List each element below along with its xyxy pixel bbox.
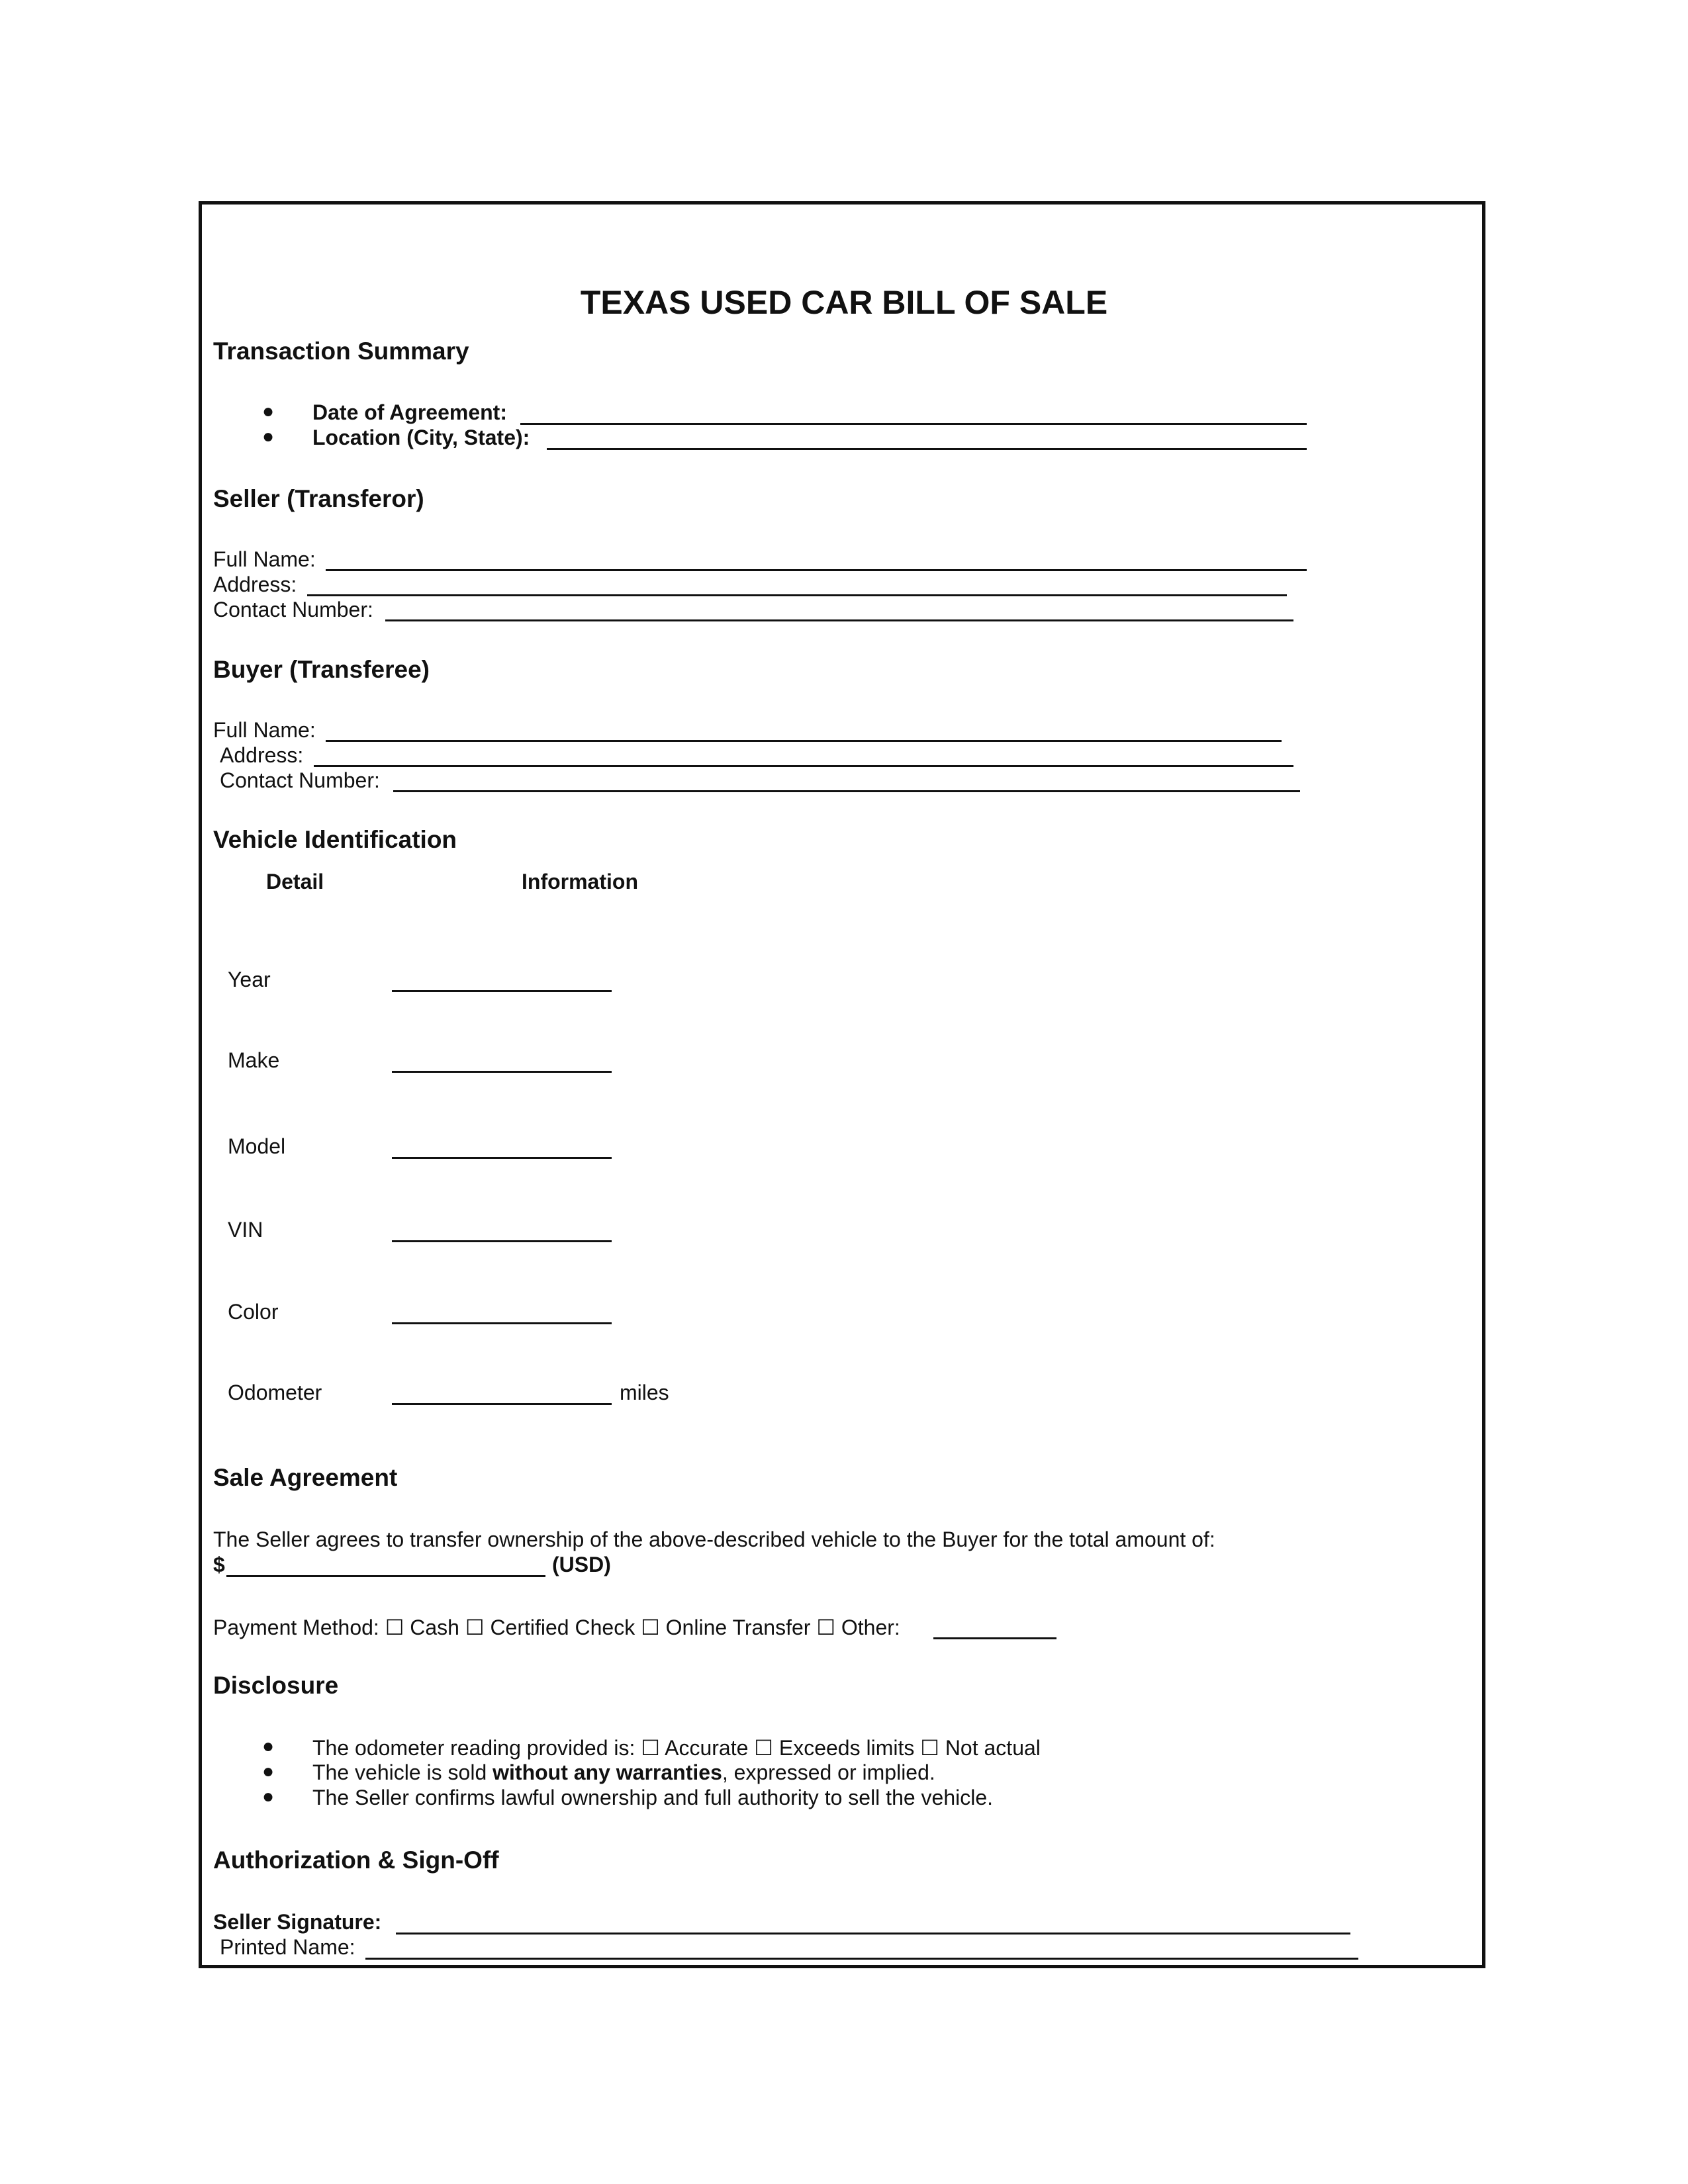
warranty-text-post: , expressed or implied. — [722, 1760, 935, 1784]
payment-other-field[interactable] — [933, 1637, 1056, 1639]
warranty-text-bold: without any warranties — [492, 1760, 722, 1784]
checkbox-icon[interactable]: ☐ — [754, 1736, 773, 1760]
buyer-full-name-field[interactable] — [326, 740, 1282, 742]
bullet-icon: ● — [262, 1760, 275, 1782]
checkbox-icon[interactable]: ☐ — [816, 1615, 835, 1639]
vehicle-make-field[interactable] — [392, 1071, 612, 1073]
disclosure-heading: Disclosure — [213, 1672, 339, 1699]
vehicle-col-detail: Detail — [266, 870, 324, 893]
location-label: Location (City, State): — [312, 426, 530, 449]
seller-full-name-label: Full Name: — [213, 547, 316, 571]
seller-heading: Seller (Transferor) — [213, 485, 424, 512]
vehicle-heading: Vehicle Identification — [213, 826, 457, 853]
seller-contact-label: Contact Number: — [213, 598, 373, 621]
odometer-option-exceeds: Exceeds limits — [778, 1736, 915, 1760]
bullet-icon: ● — [262, 1786, 275, 1807]
payment-option-certified-check: Certified Check — [490, 1615, 635, 1639]
date-of-agreement-label: Date of Agreement: — [312, 400, 507, 424]
payment-option-online-transfer: Online Transfer — [665, 1615, 811, 1639]
vehicle-model-field[interactable] — [392, 1157, 612, 1159]
disclosure-odometer-text: The odometer reading provided is: — [312, 1736, 635, 1760]
vehicle-odometer-field[interactable] — [392, 1403, 612, 1405]
sale-amount-field[interactable] — [226, 1575, 545, 1577]
buyer-address-field[interactable] — [314, 765, 1293, 767]
buyer-heading: Buyer (Transferee) — [213, 656, 430, 683]
printed-name-field[interactable] — [365, 1958, 1358, 1960]
vehicle-color-field[interactable] — [392, 1322, 612, 1324]
disclosure-ownership-text: The Seller confirms lawful ownership and full authority to sell the vehicle. — [312, 1786, 994, 1809]
seller-contact-field[interactable] — [385, 619, 1293, 621]
odometer-unit: miles — [620, 1381, 669, 1404]
buyer-contact-field[interactable] — [393, 790, 1300, 792]
location-field[interactable] — [547, 448, 1307, 450]
payment-option-cash: Cash — [410, 1615, 459, 1639]
seller-full-name-field[interactable] — [326, 569, 1307, 571]
warranty-text-pre: The vehicle is sold — [312, 1760, 493, 1784]
currency-label: (USD) — [552, 1553, 611, 1576]
vehicle-vin-label: VIN — [228, 1218, 263, 1242]
buyer-full-name-label: Full Name: — [213, 718, 316, 742]
checkbox-icon[interactable]: ☐ — [920, 1736, 939, 1760]
checkbox-icon[interactable]: ☐ — [641, 1615, 660, 1639]
bullet-icon: ● — [262, 1735, 275, 1757]
dollar-sign: $ — [213, 1553, 225, 1576]
vehicle-odometer-label: Odometer — [228, 1381, 322, 1404]
vehicle-year-label: Year — [228, 968, 271, 991]
checkbox-icon[interactable]: ☐ — [641, 1736, 660, 1760]
seller-signature-label: Seller Signature: — [213, 1910, 382, 1934]
odometer-option-accurate: Accurate — [665, 1736, 749, 1760]
checkbox-icon[interactable]: ☐ — [385, 1615, 404, 1639]
sale-agreement-text: The Seller agrees to transfer ownership of the above-described vehicle to the Buyer for the total amount of: — [213, 1527, 1215, 1551]
bullet-icon: ● — [262, 400, 275, 422]
sale-agreement-heading: Sale Agreement — [213, 1464, 398, 1491]
vehicle-col-information: Information — [522, 870, 638, 893]
payment-option-other: Other: — [841, 1615, 900, 1639]
bullet-icon: ● — [262, 426, 275, 447]
disclosure-warranty-line — [312, 1760, 935, 1785]
disclosure-odometer-line — [312, 1735, 1041, 1760]
vehicle-year-field[interactable] — [392, 990, 612, 992]
transaction-summary-heading: Transaction Summary — [213, 338, 469, 365]
buyer-contact-label: Contact Number: — [220, 768, 380, 792]
payment-method-label: Payment Method: — [213, 1615, 379, 1639]
seller-signature-field[interactable] — [396, 1933, 1350, 1934]
vehicle-color-label: Color — [228, 1300, 279, 1324]
vehicle-model-label: Model — [228, 1134, 286, 1158]
checkbox-icon[interactable]: ☐ — [465, 1615, 485, 1639]
document-title: TEXAS USED CAR BILL OF SALE — [580, 284, 1108, 321]
vehicle-vin-field[interactable] — [392, 1240, 612, 1242]
signoff-heading: Authorization & Sign-Off — [213, 1846, 499, 1874]
seller-address-field[interactable] — [307, 594, 1287, 596]
odometer-option-not-actual: Not actual — [945, 1736, 1041, 1760]
document-border — [199, 201, 1485, 1968]
payment-method-row — [213, 1615, 900, 1640]
vehicle-make-label: Make — [228, 1048, 280, 1072]
buyer-address-label: Address: — [220, 743, 304, 767]
printed-name-label: Printed Name: — [220, 1935, 355, 1959]
date-of-agreement-field[interactable] — [520, 423, 1307, 425]
seller-address-label: Address: — [213, 572, 297, 596]
